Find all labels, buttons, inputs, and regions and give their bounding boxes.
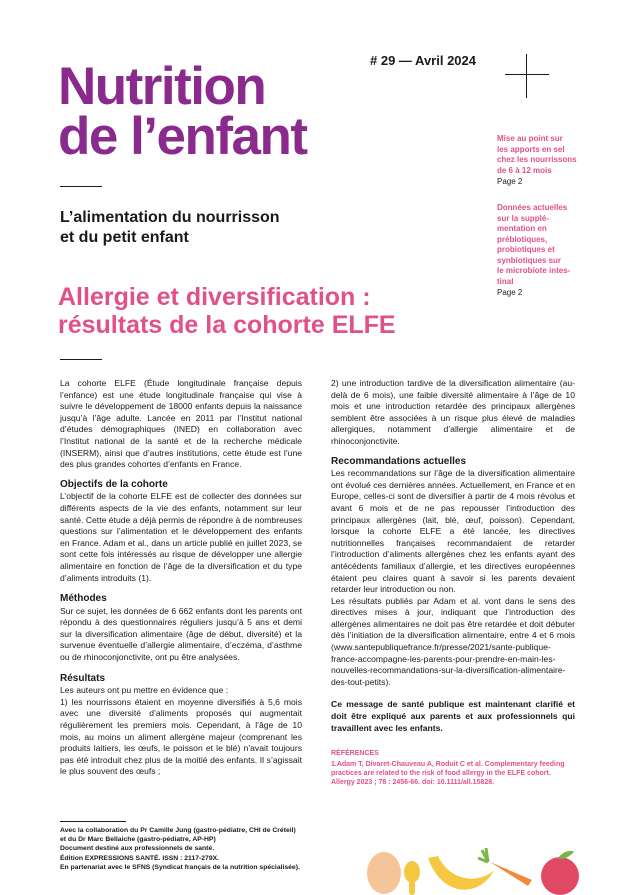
section-heading-recommandations: Recommandations actuelles xyxy=(331,455,467,467)
recommandations-paragraph-1: Les recommandations sur l’âge de la diversification alimentaire ont évolué ces dernières années. Actuellement, en France et en Europe, celles-ci sont de diversifier à partir de 4 mois révolus et avant 6 mois et de ne pas repousser l’introduction des principaux allergènes (lait, blé, œuf, poisson). Cependant, lorsque la cohorte ELFE a été lancée, les directives nutritionnelles françaises recommandaient de retarder l’introduction d’aliments allergènes chez les enfants ayant des antécédents familiaux d’allergie, et les directives européennes étaient peu claires quant à savoir si les parents devaient retarder leur introduction ou non. xyxy=(331,468,575,595)
sidebar-link-line: sur la supplé- xyxy=(497,213,550,223)
sidebar-link-line: Données actuelles xyxy=(497,203,568,212)
spoon-icon xyxy=(404,861,420,895)
sidebar-page-ref: Page 2 xyxy=(497,177,523,186)
methodes-paragraph: Sur ce sujet, les données de 6 662 enfants dont les parents ont répondu à des questionnaires réguliers jusqu’à 5 ans et demi sur la diversification alimentaire (âge de début, diversité) et la survenue éventuelle d’allergie alimentaire, d’eczéma, d’asthme ou de rhinoconjonctivite, ont pu être analysées. xyxy=(60,605,302,663)
footer-line: Avec la collaboration du Pr Camille Jung (gastro-pédiatre, CHI de Créteil) xyxy=(60,827,296,834)
recommandations-paragraph-2: Les résultats publiés par Adam et al. vont dans le sens des directives mises à jour, indiquant que l’introduction des allergènes alimentaires ne doit pas être retardée et doit débuter dès l’initiation de la diversification alimentaire, entre 4 et 6 mois (www.santepubliquefrance.fr/presse/2021/sante-publique-france-accompagne-les-parents-pour-prendre-en-main-les-nouvelles-recommandations-sur-la-diversification-alimentaire-des-tout-petits). xyxy=(331,595,575,687)
references-title: RÉFÉRENCES xyxy=(331,750,379,758)
sidebar-link-line: probiotiques et xyxy=(497,245,555,254)
title-line-2: de l’enfant xyxy=(58,107,307,166)
sidebar-page-ref: Page 2 xyxy=(497,288,523,297)
closing-message: Ce message de santé publique est maintenant clarifié et doit être expliqué aux parents et aux professionnels qui travaillent avec les enfants. xyxy=(331,699,575,733)
footer-line: En partenariat avec le SFNS (Syndicat français de la nutrition spécialisée). xyxy=(60,863,300,871)
resultats-point-2: 2) une introduction tardive de la diversification alimentaire (au-delà de 6 mois), une faible diversité alimentaire à l’âge de 10 mois et une introduction retardée des principaux allergènes semblent être associées à un risque plus élevé de maladies allergiques, notamment d’allergie alimentaire et de rhinoconjonctivite. xyxy=(331,378,575,446)
resultats-intro: Les auteurs ont pu mettre en évidence que : xyxy=(60,685,229,696)
headline-line-2: résultats de la cohorte ELFE xyxy=(58,311,396,339)
title-underline xyxy=(60,186,102,187)
right-column xyxy=(331,378,575,787)
footer-line: Document destiné aux professionnels de santé. xyxy=(60,845,215,853)
subtitle-line-1: L’alimentation du nourrisson xyxy=(60,209,280,226)
sidebar-link-line: les apports en sel xyxy=(497,144,565,154)
food-illustration xyxy=(362,818,582,895)
section-heading-methodes: Méthodes xyxy=(60,593,107,605)
egg-icon xyxy=(367,852,401,894)
publication-title xyxy=(58,57,378,166)
sidebar-link-line: synbiotiques sur xyxy=(497,255,562,265)
sidebar-item-sel[interactable] xyxy=(497,134,587,187)
footer-line: Édition EXPRESSIONS SANTÉ. ISSN : 2117-279X. xyxy=(60,854,220,862)
subtitle xyxy=(60,208,360,248)
title-line-1: Nutrition xyxy=(58,57,266,116)
references-body: 1.Adam T, Divaret-Chauveau A, Roduit C et al. Complementary feeding practices are related to the risk of food allergy in the ELFE cohort. Allergy 2023 ; 78 : 2456-66. doi: 10.1111/all.15828. xyxy=(331,760,565,786)
sidebar-link-line: prébiotiques, xyxy=(497,234,548,244)
resultats-point-1: 1) les nourrissons étaient en moyenne diversifiés à 5,6 mois avec une diversité d’aliments proposés qui augmentait régulièrement les premiers mois. Cependant, à l’âge de 10 mois, au moins un aliment allergène majeur (comprenant les produits laitiers, les œufs, le poisson et le blé) n’avait toujours pas été introduit chez plus de la moitié des enfants. Il s’agissait le plus souvent des œufs ; xyxy=(60,696,302,777)
sidebar-link-line: Mise au point sur xyxy=(497,134,563,143)
sidebar-link-line: le microbiote intes- xyxy=(497,266,571,275)
crosshair-icon xyxy=(505,74,549,75)
issue-number: # 29 — Avril 2024 xyxy=(370,53,476,68)
sidebar-link-line: de 6 à 12 mois xyxy=(497,165,552,175)
footer-line: et du Dr Marc Bellaiche (gastro-pédiatre, AP-HP) xyxy=(60,836,216,844)
crosshair-icon-vertical xyxy=(526,54,527,98)
sidebar-link-line: chez les nourrissons xyxy=(497,155,577,164)
footer-credits xyxy=(60,826,320,872)
sidebar-link-line: tinal xyxy=(497,276,514,286)
intro-paragraph: La cohorte ELFE (Étude longitudinale française depuis l’enfance) est une étude longitudinale française qui vise à suivre le développement de 18000 enfants depuis la naissance jusqu’à l’âge adulte. Lancée en 2011 par l’Institut national d’études démographiques (INED) en collaboration avec l’Institut national de la santé et de la recherche médicale (INSERM), ainsi que d’autres institutions, cette étude est l’une des plus grandes cohortes d’enfants en France. xyxy=(60,378,302,470)
headline-underline xyxy=(60,359,102,360)
subtitle-line-2: et du petit enfant xyxy=(60,229,189,246)
headline-line-1: Allergie et diversification : xyxy=(58,283,371,311)
apple-icon xyxy=(541,851,579,895)
sidebar-item-microbiote[interactable] xyxy=(497,203,587,298)
objectifs-paragraph: L’objectif de la cohorte ELFE est de collecter des données sur différents aspects de la vie des enfants, notamment sur leur santé. Cette étude a déjà permis de répondre à de nombreuses questions sur l’alimentation et le développement des enfants en France. Adam et al., dans un article publié en juillet 2023, se sont cette fois intéressés au risque de développer une allergie alimentaire en fonction de l’âge de la diversification et du type d’aliments introduits (1). xyxy=(60,491,302,583)
section-heading-resultats: Résultats xyxy=(60,672,106,684)
footer-rule xyxy=(60,821,126,822)
sidebar-link-line: mentation en xyxy=(497,224,547,233)
left-column xyxy=(60,378,302,778)
section-heading-objectifs: Objectifs de la cohorte xyxy=(60,478,168,490)
article-headline xyxy=(58,283,478,339)
